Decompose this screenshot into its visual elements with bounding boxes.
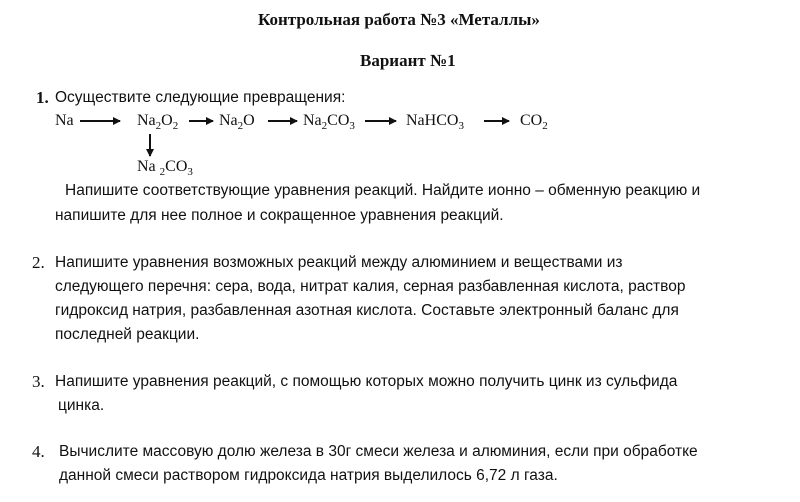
task2-line1: Напишите уравнения возможных реакций между алюминием и веществами из [55,254,623,271]
task3-number: 3. [32,372,45,391]
task1-line2: напишите для нее полное и сокращенное уравнения реакций. [55,207,504,224]
formula-na2o2: $Na_2O_2$ [137,112,179,133]
task4-line2: данной смеси раствором гидроксида натрия выделилось 6,72 л газа. [59,467,558,484]
task2-line3: гидроксид натрия, разбавленная азотная кислота. Составьте электронный баланс для [55,302,679,319]
formula-co2: $CO_2$ [520,112,548,133]
task2-line2: следующего перечня: сера, вода, нитрат калия, серная разбавленная кислота, раствор [55,278,686,295]
formula-nahco3: NaHCO$_3$ [406,112,464,133]
task1-number: 1. [36,88,49,107]
task1-intro: Осуществите следующие превращения: [55,89,346,106]
document-title: Контрольная работа №3 «Металлы» [258,10,540,29]
formula-branch-na2co3: Na $_2CO_3$ [137,158,193,179]
task3-line1: Напишите уравнения реакций, с помощью которых можно получить цинк из сульфида [55,373,678,390]
task1-line1: Напишите соответствующие уравнения реакций. Найдите ионно – обменную реакцию и [65,182,701,199]
task4-line1: Вычислите массовую долю железа в 30г смеси железа и алюминия, если при обработке [59,443,698,460]
task2-line4: последней реакции. [55,326,200,343]
formula-na2o: $Na_2O$ [219,112,255,133]
formula-na: Na [55,112,74,129]
variant-title: Вариант №1 [360,51,456,70]
task4-number: 4. [32,442,45,461]
task3-line2: цинка. [58,397,105,414]
task2-number: 2. [32,253,45,272]
formula-na2co3: $Na_2CO_3$ [303,112,355,133]
